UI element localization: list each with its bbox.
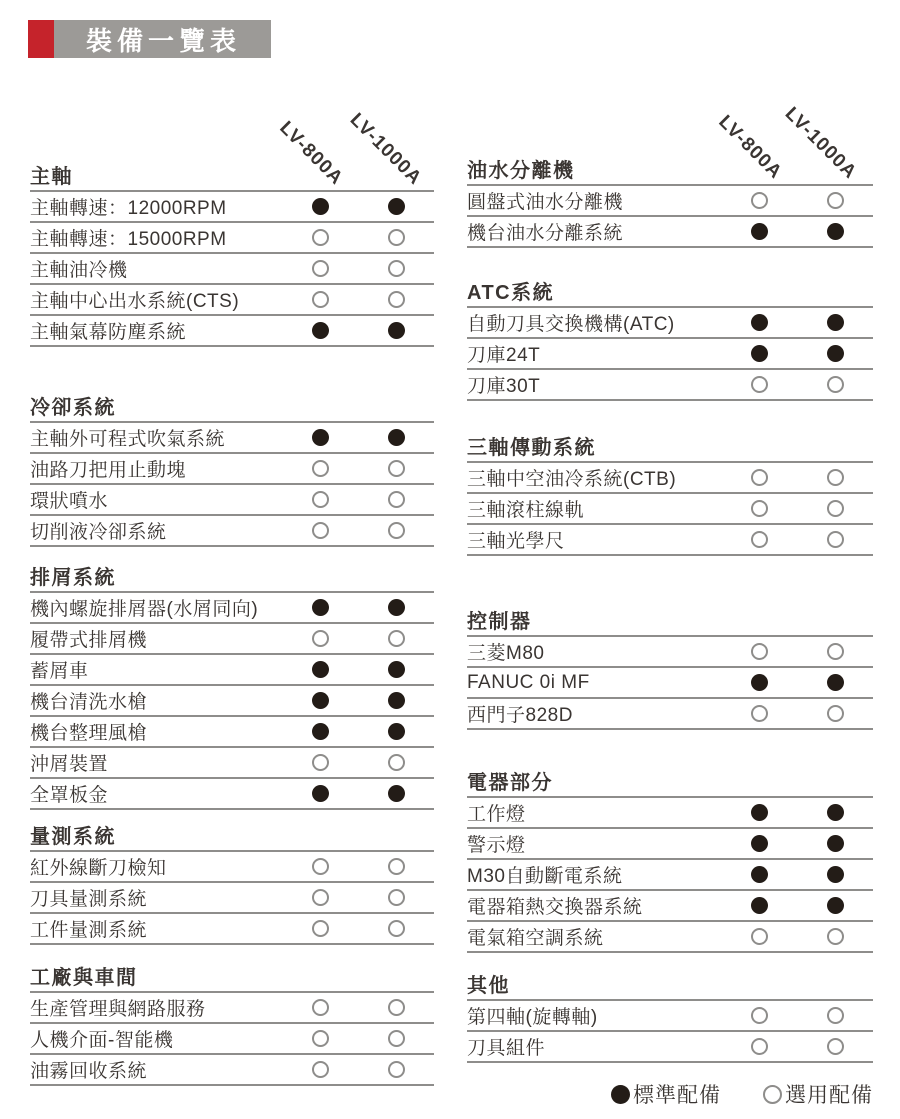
model-header-lv1000a: LV-1000A [780,103,861,184]
standard-dot-icon [388,322,405,339]
table-row [30,192,434,223]
mark-cell-lv-800a [282,1030,358,1047]
row-label: 蓄屑車 [30,661,89,682]
row-label: 人機介面-智能機 [30,1030,174,1051]
mark-cell-lv-1000a [797,866,873,883]
optional-dot-icon [312,920,329,937]
table-row [30,655,434,686]
row-label: 履帶式排屑機 [30,630,148,651]
table-row [30,686,434,717]
mark-cell-lv-1000a [358,889,434,906]
standard-dot-icon [827,897,844,914]
optional-dot-icon [388,460,405,477]
section-three-axis-drive [467,437,873,556]
mark-cell-lv-1000a [797,1007,873,1024]
legend-optional [763,1079,873,1109]
model-header-lv800a: LV-800A [714,111,787,184]
mark-cell-lv-800a [721,469,797,486]
row-label: 電器箱熱交換器系統 [467,897,643,918]
table-row [30,316,434,347]
table-row [467,1001,873,1032]
model-header-lv1000a: LV-1000A [345,109,426,190]
table-row [30,454,434,485]
optional-dot-icon [388,291,405,308]
mark-cell-lv-1000a [797,345,873,362]
section-cooling-system [30,397,434,547]
row-label: 刀具組件 [467,1038,546,1059]
section-electrical [467,772,873,953]
page-title: 裝備一覽表 [54,20,271,58]
section-atc-system [467,282,873,401]
standard-dot-icon [827,314,844,331]
standard-dot-icon [827,674,844,691]
mark-cell-lv-1000a [797,705,873,722]
section-measurement [30,826,434,945]
row-label: 油霧回收系統 [30,1061,148,1082]
mark-cell-lv-800a [282,630,358,647]
standard-dot-icon [312,723,329,740]
model-header-lv800a: LV-800A [275,117,348,190]
standard-dot-icon [751,897,768,914]
table-row [30,993,434,1024]
optional-dot-icon [751,1038,768,1055]
section-factory-workshop [30,967,434,1086]
row-label: FANUC 0i MF [467,671,590,693]
table-row [467,891,873,922]
legend-standard [611,1079,721,1109]
optional-dot-icon [388,1061,405,1078]
mark-cell-lv-800a [721,223,797,240]
optional-dot-icon [388,260,405,277]
standard-dot-icon [312,599,329,616]
table-row [30,254,434,285]
mark-cell-lv-1000a [358,785,434,802]
section-title: 主軸 [30,166,434,192]
optional-dot-icon [388,920,405,937]
section-title: 量測系統 [30,826,434,852]
row-label: 刀具量測系統 [30,889,148,910]
mark-cell-lv-800a [282,1061,358,1078]
table-row [30,593,434,624]
table-row [467,798,873,829]
optional-dot-icon [312,630,329,647]
row-label: 全罩板金 [30,785,109,806]
mark-cell-lv-1000a [358,260,434,277]
standard-dot-icon [312,429,329,446]
mark-cell-lv-1000a [358,630,434,647]
left-table-column [30,109,434,1086]
standard-dot-icon [312,661,329,678]
optional-dot-icon [827,705,844,722]
mark-cell-lv-1000a [797,643,873,660]
mark-cell-lv-800a [721,928,797,945]
row-label: 圓盤式油水分離機 [467,192,624,213]
optional-dot-icon [388,858,405,875]
optional-dot-icon [827,500,844,517]
optional-dot-icon [312,460,329,477]
mark-cell-lv-800a [721,314,797,331]
optional-dot-icon [751,469,768,486]
optional-dot-icon [312,858,329,875]
mark-cell-lv-800a [282,754,358,771]
optional-dot-icon [312,260,329,277]
mark-cell-lv-1000a [358,522,434,539]
optional-dot-icon [312,522,329,539]
mark-cell-lv-1000a [358,754,434,771]
table-row [467,860,873,891]
section-title: 冷卻系統 [30,397,434,423]
optional-dot-icon [312,1030,329,1047]
row-label: 三軸中空油冷系統(CTB) [467,469,677,490]
table-row [467,922,873,953]
row-label: 電氣箱空調系統 [467,928,604,949]
section-title: 排屑系統 [30,567,434,593]
mark-cell-lv-1000a [358,920,434,937]
mark-cell-lv-800a [282,260,358,277]
standard-dot-icon [827,804,844,821]
row-label: 油路刀把用止動塊 [30,460,187,481]
standard-dot-icon [312,692,329,709]
table-row [30,1055,434,1086]
mark-cell-lv-1000a [358,1030,434,1047]
mark-cell-lv-800a [282,661,358,678]
optional-dot-icon [388,889,405,906]
standard-dot-icon [312,785,329,802]
table-row [467,637,873,668]
optional-dot-icon [312,1061,329,1078]
row-label: 紅外線斷刀檢知 [30,858,167,879]
mark-cell-lv-1000a [358,723,434,740]
mark-cell-lv-1000a [797,835,873,852]
row-label: 刀庫24T [467,345,541,366]
legend [467,1079,873,1109]
table-row [30,423,434,454]
table-row [467,339,873,370]
mark-cell-lv-800a [282,889,358,906]
mark-cell-lv-1000a [797,897,873,914]
mark-cell-lv-800a [282,999,358,1016]
row-label: 第四軸(旋轉軸) [467,1007,598,1028]
section-controller [467,611,873,730]
mark-cell-lv-800a [282,198,358,215]
mark-cell-lv-1000a [797,500,873,517]
standard-dot-icon [751,314,768,331]
table-row [30,223,434,254]
row-label: 三軸滾柱線軌 [467,500,585,521]
optional-dot-icon [312,491,329,508]
mark-cell-lv-1000a [358,322,434,339]
row-label: 警示燈 [467,835,526,856]
table-row [30,285,434,316]
mark-cell-lv-800a [721,345,797,362]
table-row [30,852,434,883]
mark-cell-lv-1000a [358,1061,434,1078]
standard-dot-icon [388,723,405,740]
row-label: 切削液冷卻系統 [30,522,167,543]
legend-standard-label: 標準配備 [633,1084,721,1107]
mark-cell-lv-1000a [797,192,873,209]
standard-dot-icon [751,804,768,821]
mark-cell-lv-800a [721,674,797,691]
mark-cell-lv-1000a [797,531,873,548]
table-row [467,308,873,339]
row-label: 三軸光學尺 [467,531,565,552]
mark-cell-lv-1000a [797,469,873,486]
table-row [467,217,873,248]
mark-cell-lv-800a [282,785,358,802]
row-label: 生產管理與網路服務 [30,999,206,1020]
mark-cell-lv-1000a [797,376,873,393]
row-label: 主軸外可程式吹氣系統 [30,429,226,450]
standard-dot-icon [751,866,768,883]
optional-dot-icon [388,522,405,539]
row-label: 主軸轉速：12000RPM [30,198,227,219]
table-row [467,463,873,494]
standard-dot-icon [611,1085,630,1104]
table-row [30,914,434,945]
table-row [30,1024,434,1055]
table-row [30,516,434,547]
mark-cell-lv-800a [721,804,797,821]
optional-dot-icon [312,229,329,246]
standard-dot-icon [751,223,768,240]
row-label: 工作燈 [467,804,526,825]
optional-dot-icon [388,229,405,246]
row-label: 機內螺旋排屑器(水屑同向) [30,599,259,620]
row-label: 機台整理風槍 [30,723,148,744]
standard-dot-icon [312,322,329,339]
section-other [467,975,873,1063]
row-label: 環狀噴水 [30,491,109,512]
mark-cell-lv-800a [282,920,358,937]
row-label: 主軸中心出水系統(CTS) [30,291,240,312]
mark-cell-lv-800a [282,322,358,339]
section-spindle [30,166,434,347]
standard-dot-icon [827,866,844,883]
section-oil-water-separator [467,160,873,248]
row-label: 主軸油冷機 [30,260,128,281]
mark-cell-lv-800a [282,291,358,308]
row-label: 刀庫30T [467,376,541,397]
mark-cell-lv-1000a [797,314,873,331]
optional-dot-icon [763,1085,782,1104]
optional-dot-icon [827,1038,844,1055]
row-label: 主軸氣幕防塵系統 [30,322,187,343]
table-row [30,779,434,810]
standard-dot-icon [751,674,768,691]
mark-cell-lv-1000a [797,674,873,691]
optional-dot-icon [751,531,768,548]
optional-dot-icon [751,643,768,660]
standard-dot-icon [827,345,844,362]
section-title: 其他 [467,975,873,1001]
standard-dot-icon [388,661,405,678]
mark-cell-lv-1000a [358,692,434,709]
table-row [30,883,434,914]
optional-dot-icon [827,928,844,945]
optional-dot-icon [388,491,405,508]
optional-dot-icon [388,754,405,771]
mark-cell-lv-1000a [797,928,873,945]
legend-optional-label: 選用配備 [785,1084,873,1107]
table-row [30,748,434,779]
section-title: 電器部分 [467,772,873,798]
section-title: 三軸傳動系統 [467,437,873,463]
optional-dot-icon [312,999,329,1016]
optional-dot-icon [827,643,844,660]
mark-cell-lv-800a [282,522,358,539]
row-label: 機台油水分離系統 [467,223,624,244]
mark-cell-lv-1000a [358,491,434,508]
optional-dot-icon [388,630,405,647]
optional-dot-icon [827,376,844,393]
table-row [467,668,873,699]
mark-cell-lv-800a [721,192,797,209]
optional-dot-icon [312,889,329,906]
mark-cell-lv-1000a [358,291,434,308]
page-title-bar [28,20,271,58]
section-title: 油水分離機 [467,160,873,186]
optional-dot-icon [751,500,768,517]
optional-dot-icon [751,376,768,393]
row-label: 自動刀具交換機構(ATC) [467,314,675,335]
standard-dot-icon [751,345,768,362]
row-label: 工件量測系統 [30,920,148,941]
mark-cell-lv-1000a [358,999,434,1016]
mark-cell-lv-800a [282,429,358,446]
section-title: 工廠與車間 [30,967,434,993]
mark-cell-lv-800a [721,1007,797,1024]
standard-dot-icon [388,429,405,446]
row-label: 主軸轉速：15000RPM [30,229,227,250]
optional-dot-icon [751,1007,768,1024]
optional-dot-icon [312,754,329,771]
optional-dot-icon [388,1030,405,1047]
mark-cell-lv-1000a [797,1038,873,1055]
optional-dot-icon [827,1007,844,1024]
standard-dot-icon [312,198,329,215]
optional-dot-icon [751,928,768,945]
standard-dot-icon [827,835,844,852]
mark-cell-lv-1000a [797,804,873,821]
standard-dot-icon [388,599,405,616]
mark-cell-lv-800a [721,866,797,883]
mark-cell-lv-1000a [358,599,434,616]
right-table-column [467,103,873,1109]
mark-cell-lv-1000a [358,429,434,446]
mark-cell-lv-1000a [358,460,434,477]
mark-cell-lv-800a [721,376,797,393]
row-label: 三菱M80 [467,643,545,664]
optional-dot-icon [751,192,768,209]
optional-dot-icon [388,999,405,1016]
mark-cell-lv-1000a [358,198,434,215]
table-row [467,370,873,401]
mark-cell-lv-800a [721,531,797,548]
mark-cell-lv-800a [721,835,797,852]
mark-cell-lv-800a [282,723,358,740]
optional-dot-icon [751,705,768,722]
mark-cell-lv-800a [721,705,797,722]
row-label: 沖屑裝置 [30,754,109,775]
mark-cell-lv-800a [282,599,358,616]
mark-cell-lv-1000a [797,223,873,240]
mark-cell-lv-1000a [358,661,434,678]
section-chip-removal [30,567,434,810]
standard-dot-icon [827,223,844,240]
table-row [467,494,873,525]
row-label: 西門子828D [467,705,573,726]
optional-dot-icon [827,469,844,486]
standard-dot-icon [388,692,405,709]
table-row [30,485,434,516]
optional-dot-icon [827,192,844,209]
red-accent-block [28,20,54,58]
optional-dot-icon [827,531,844,548]
table-row [30,624,434,655]
row-label: M30自動斷電系統 [467,866,623,887]
mark-cell-lv-800a [721,1038,797,1055]
mark-cell-lv-1000a [358,858,434,875]
mark-cell-lv-800a [282,460,358,477]
mark-cell-lv-800a [282,229,358,246]
table-row [467,186,873,217]
optional-dot-icon [312,291,329,308]
table-row [467,525,873,556]
standard-dot-icon [388,785,405,802]
table-row [467,699,873,730]
mark-cell-lv-800a [282,491,358,508]
table-row [30,717,434,748]
section-title: 控制器 [467,611,873,637]
standard-dot-icon [751,835,768,852]
mark-cell-lv-1000a [358,229,434,246]
table-row [467,1032,873,1063]
section-title: ATC系統 [467,282,873,308]
mark-cell-lv-800a [282,692,358,709]
row-label: 機台清洗水槍 [30,692,148,713]
mark-cell-lv-800a [721,643,797,660]
standard-dot-icon [388,198,405,215]
mark-cell-lv-800a [721,500,797,517]
mark-cell-lv-800a [282,858,358,875]
mark-cell-lv-800a [721,897,797,914]
table-row [467,829,873,860]
